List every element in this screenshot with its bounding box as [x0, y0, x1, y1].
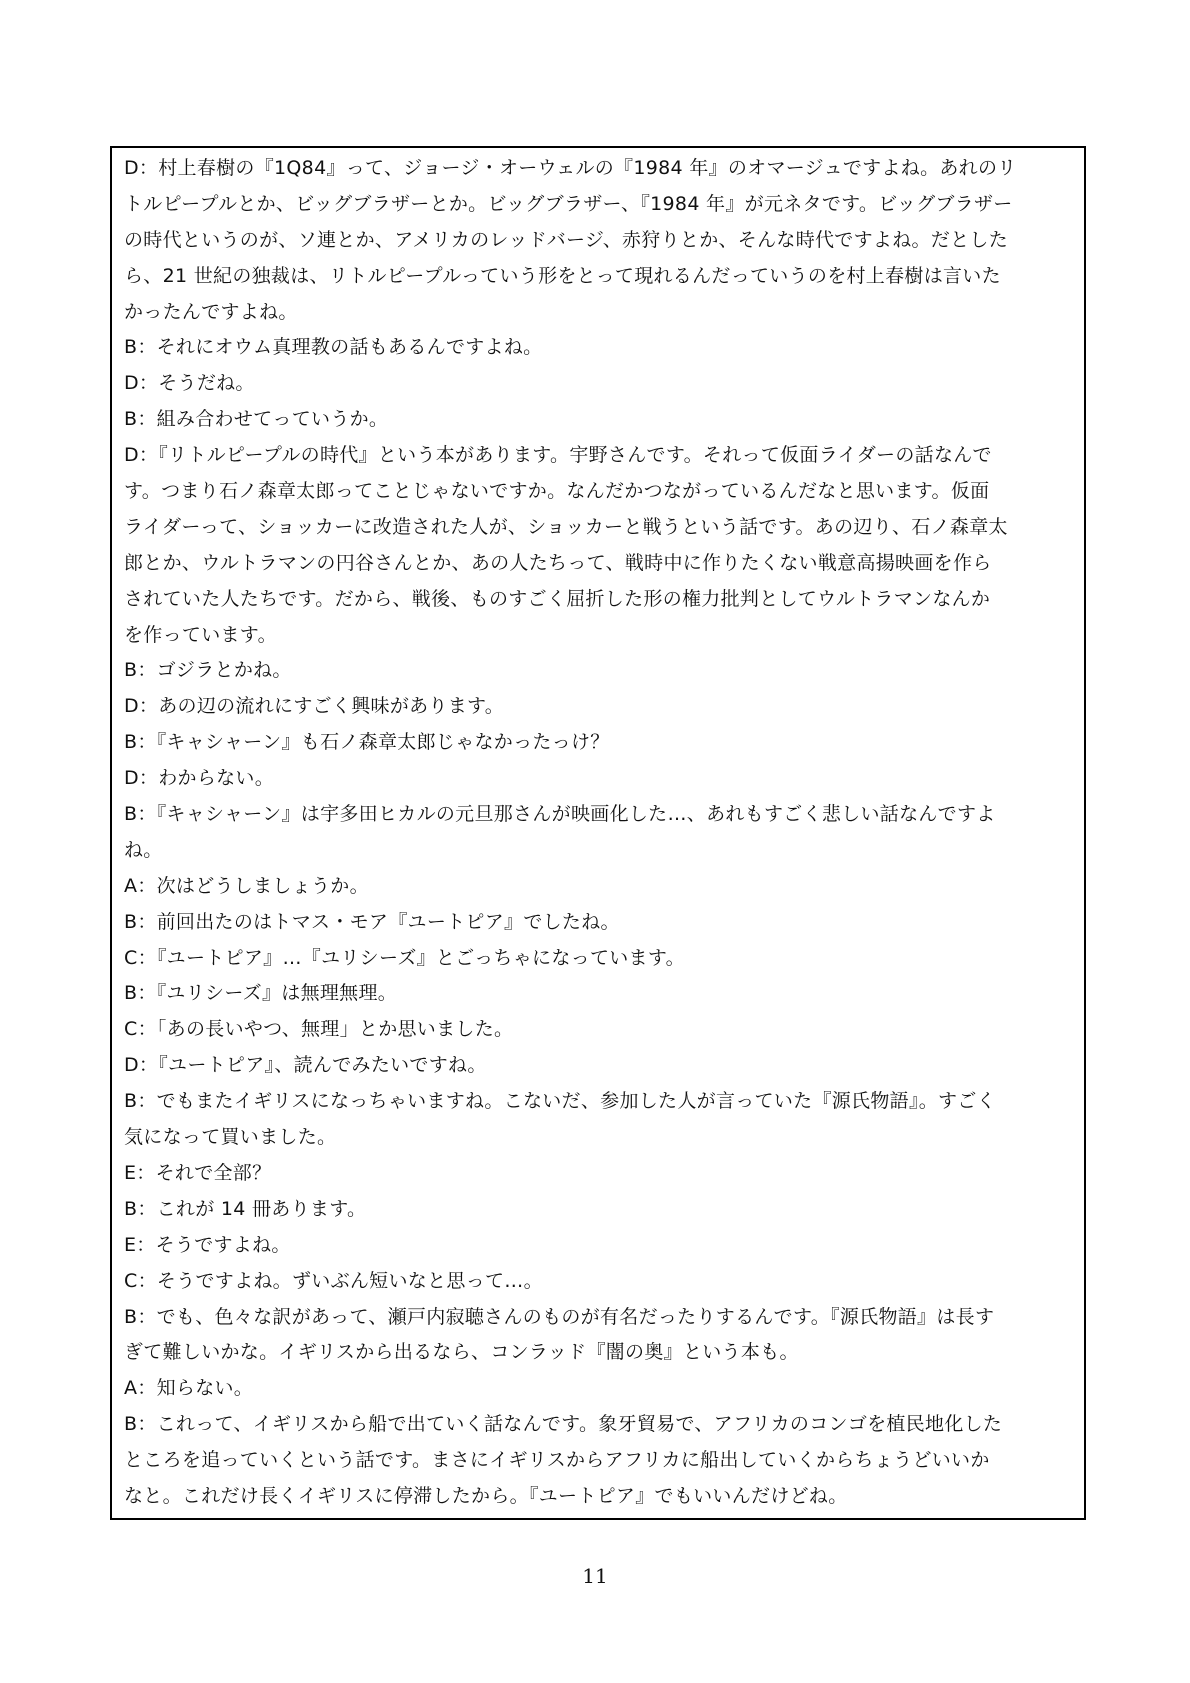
transcript-line: ら、21 世紀の独裁は、リトルピープルっていう形をとって現れるんだっていうのを村上春樹は言いた	[124, 264, 1001, 287]
transcript-line: D：そうだね。	[124, 372, 255, 395]
page-number: 11	[582, 1564, 608, 1588]
transcript-line: C：『ユートピア』…『ユリシーズ』とごっちゃになっています。	[124, 946, 685, 969]
transcript-line: D：『リトルピープルの時代』という本があります。宇野さんです。それって仮面ライダーの話なんで	[124, 444, 992, 467]
transcript-line: ね。	[124, 838, 163, 861]
transcript-line: D：『ユートピア』、読んでみたいですね。	[124, 1054, 487, 1077]
transcript-box	[110, 146, 1086, 1520]
transcript-line: トルピープルとか、ビッグブラザーとか。ビッグブラザー、『1984 年』が元ネタです。ビッグブラザー	[124, 192, 1013, 215]
transcript-line: B：これって、イギリスから船で出ていく話なんです。象牙貿易で、アフリカのコンゴを植民地化した	[124, 1413, 1003, 1436]
transcript-line: B：組み合わせてっていうか。	[124, 408, 389, 431]
transcript-line: D：あの辺の流れにすごく興味があります。	[124, 695, 505, 718]
transcript-line: D：わからない。	[124, 767, 275, 790]
transcript-line: D：村上春樹の『1Q84』って、ジョージ・オーウェルの『1984 年』のオマージュですよね。あれのリ	[124, 157, 1017, 179]
transcript-line: す。つまり石ノ森章太郎ってことじゃないですか。なんだかつながっているんだなと思います。仮面	[124, 480, 990, 503]
transcript-line: E：それで全部？	[124, 1161, 272, 1184]
transcript-line: B：前回出たのはトマス・モア『ユートピア』でしたね。	[124, 910, 620, 933]
transcript-line: A：次はどうしましょうか。	[124, 874, 369, 897]
transcript-line: ライダーって、ショッカーに改造された人が、ショッカーと戦うという話です。あの辺り、石ノ森章太	[124, 515, 1008, 538]
transcript-line: B：ゴジラとかね。	[124, 659, 292, 682]
transcript-line: B：でもまたイギリスになっちゃいますね。こないだ、参加した人が言っていた『源氏物語』。すごく	[124, 1090, 996, 1113]
transcript-line: B：『キャシャーン』も石ノ森章太郎じゃなかったっけ？	[124, 731, 610, 754]
transcript-line: B：『ユリシーズ』は無理無理。	[124, 982, 398, 1005]
transcript-line: なと。これだけ長くイギリスに停滞したから。『ユートピア』でもいいんだけどね。	[124, 1484, 848, 1507]
transcript-line: を作っています。	[124, 623, 277, 646]
transcript-line: E：そうですよね。	[124, 1233, 291, 1256]
transcript-line: されていた人たちです。だから、戦後、ものすごく屈折した形の権力批判としてウルトラマンなんか	[124, 587, 991, 610]
transcript-line: C：「あの長いやつ、無理」とか思いました。	[124, 1018, 514, 1041]
transcript-line: の時代というのが、ソ連とか、アメリカのレッドバージ、赤狩りとか、そんな時代ですよね。だとした	[124, 228, 1009, 251]
transcript-line: 気になって買いました。	[124, 1126, 337, 1149]
transcript-line: B：でも、色々な訳があって、瀬戸内寂聴さんのものが有名だったりするんです。『源氏物語』は長す	[124, 1305, 995, 1328]
transcript-line: B：これが 14 冊あります。	[124, 1197, 367, 1220]
transcript-line: かったんですよね。	[124, 300, 298, 323]
transcript-line: ところを追っていくという話です。まさにイギリスからアフリカに船出していくからちょうどいいか	[124, 1449, 990, 1472]
transcript-line: ぎて難しいかな。イギリスから出るなら、コンラッド『闇の奥』という本も。	[124, 1341, 799, 1364]
transcript-line: B：それにオウム真理教の話もあるんですよね。	[124, 336, 543, 359]
transcript-line: C：そうですよね。ずいぶん短いなと思って…。	[124, 1269, 543, 1292]
transcript-line: A：知らない。	[124, 1377, 254, 1400]
transcript-line: B：『キャシャーン』は宇多田ヒカルの元旦那さんが映画化した…、あれもすごく悲しい話なんですよ	[124, 803, 996, 826]
transcript-line: 郎とか、ウルトラマンの円谷さんとか、あの人たちって、戦時中に作りたくない戦意高揚映画を作ら	[124, 551, 992, 574]
